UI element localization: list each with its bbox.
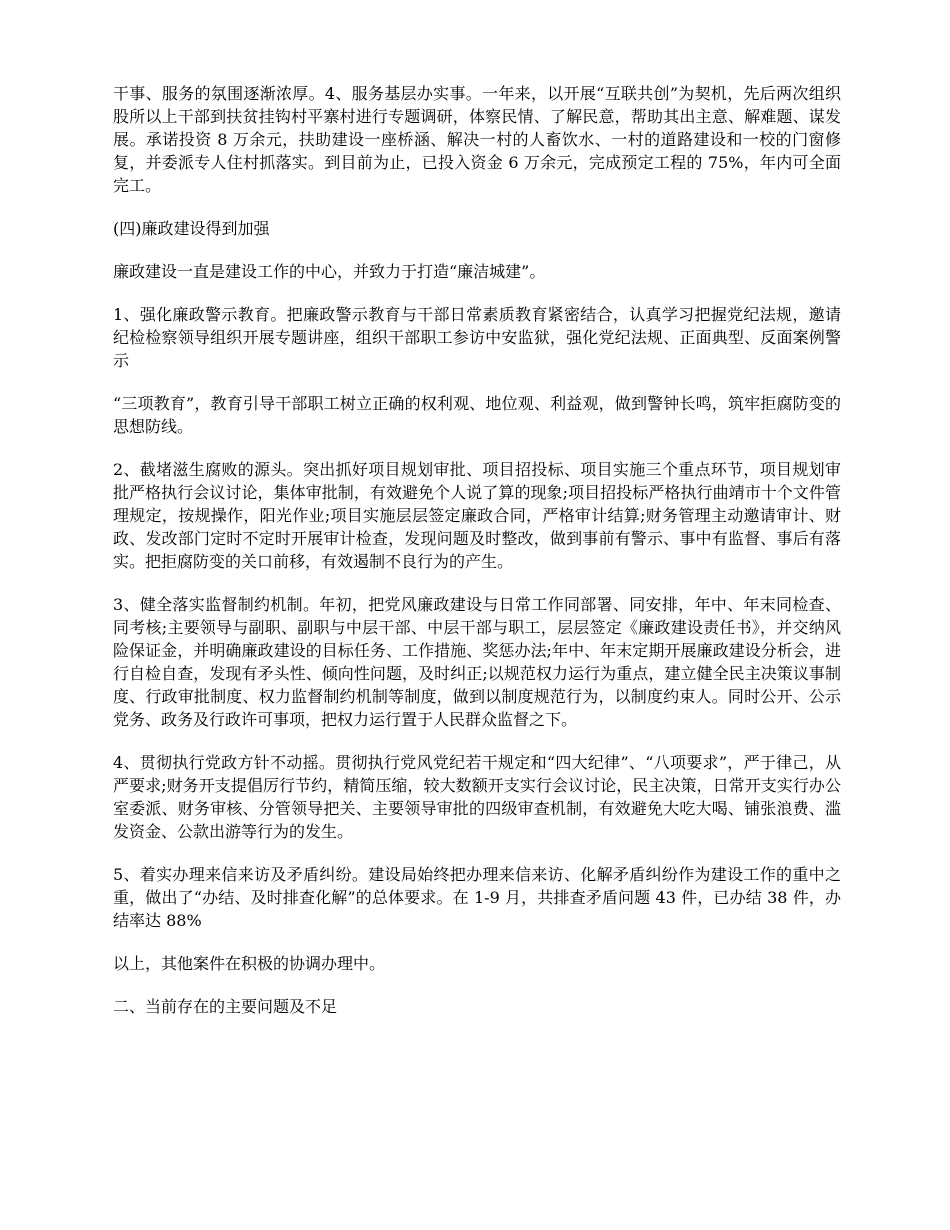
paragraph-policy-implementation: 4、贯彻执行党政方针不动摇。贯彻执行党风党纪若干规定和“四大纪律”、“八项要求”，严于律己，从严要求;财务开支提倡厉行节约，精简压缩，较大数额开支实行会议讨论，民主决策，日常开支实行办公室委派、财务审核、分管领导把关、主要领导审批的四级审查机制，有效避免大吃大喝、铺张浪费、滥发资金、公款出游等行为的发生。 <box>113 753 841 841</box>
paragraph-other-cases: 以上，其他案件在积极的协调办理中。 <box>113 954 386 973</box>
paragraph-supervision-mechanism: 3、健全落实监督制约机制。年初，把党风廉政建设与日常工作同部署、同安排，年中、年末同检查、同考核;主要领导与副职、副职与中层干部、中层干部与职工，层层签定《廉政建设责任书》，并交纳风险保证金，并明确廉政建设的目标任务、工作措施、奖惩办法;年中、年末定期开展廉政建设分析会，进行自检自查，发现有矛头性、倾向性问题，及时纠正;以规范权力运行为重点，建立健全民主决策议事制度、行政审批制度、权力监督制约机制等制度，做到以制度规范行为，以制度约束人。同时公开、公示党务、政务及行政许可事项，把权力运行置于人民群众监督之下。 <box>113 595 841 729</box>
paragraph-service-grassroots: 干事、服务的氛围逐渐浓厚。4、服务基层办实事。一年来，以开展“互联共创”为契机，先后两次组织股所以上干部到扶贫挂钩村平寨村进行专题调研，体察民情、了解民意，帮助其出主意、解难题、谋发展。承诺投资 8 万余元，扶助建设一座桥涵、解决一村的人畜饮水、一村的道路建设和一校的门窗修复，并委派专人住村抓落实。到目前为止，已投入资金 6 万余元，完成预定工程的 75%，年内可全面完工。 <box>113 84 841 195</box>
paragraph-corruption-source: 2、截堵滋生腐败的源头。突出抓好项目规划审批、项目招投标、项目实施三个重点环节，项目规划审批严格执行会议讨论，集体审批制，有效避免个人说了算的现象;项目招投标严格执行曲靖市十个文件管理规定，按规操作，阳光作业;项目实施层层签定廉政合同，严格审计结算;财务管理主动邀请审计、财政、发改部门定时不定时开展审计检查，发现问题及时整改，做到事前有警示、事中有监督、事后有落实。把拒腐防变的关口前移，有效遏制不良行为的产生。 <box>113 460 841 571</box>
paragraph-warning-education: 1、强化廉政警示教育。把廉政警示教育与干部日常素质教育紧密结合，认真学习把握党纪法规，邀请纪检检察领导组织开展专题讲座，组织干部职工参访中安监狱，强化党纪法规、正面典型、反面案例警示 <box>113 305 841 370</box>
section-heading-integrity: (四)廉政建设得到加强 <box>113 219 270 238</box>
section-heading-problems: 二、当前存在的主要问题及不足 <box>113 997 338 1016</box>
paragraph-integrity-intro: 廉政建设一直是建设工作的中心，并致力于打造“廉洁城建”。 <box>113 262 546 281</box>
document-page <box>113 82 841 1038</box>
paragraph-three-education: “三项教育”，教育引导干部职工树立正确的权利观、地位观、利益观，做到警钟长鸣，筑牢拒腐防变的思想防线。 <box>113 394 841 436</box>
paragraph-petitions: 5、着实办理来信来访及矛盾纠纷。建设局始终把办理来信来访、化解矛盾纠纷作为建设工作的重中之重，做出了“办结、及时排查化解”的总体要求。在 1-9 月，共排查矛盾问题 43 件，已办结 38 件，办结率达 88% <box>113 865 841 930</box>
